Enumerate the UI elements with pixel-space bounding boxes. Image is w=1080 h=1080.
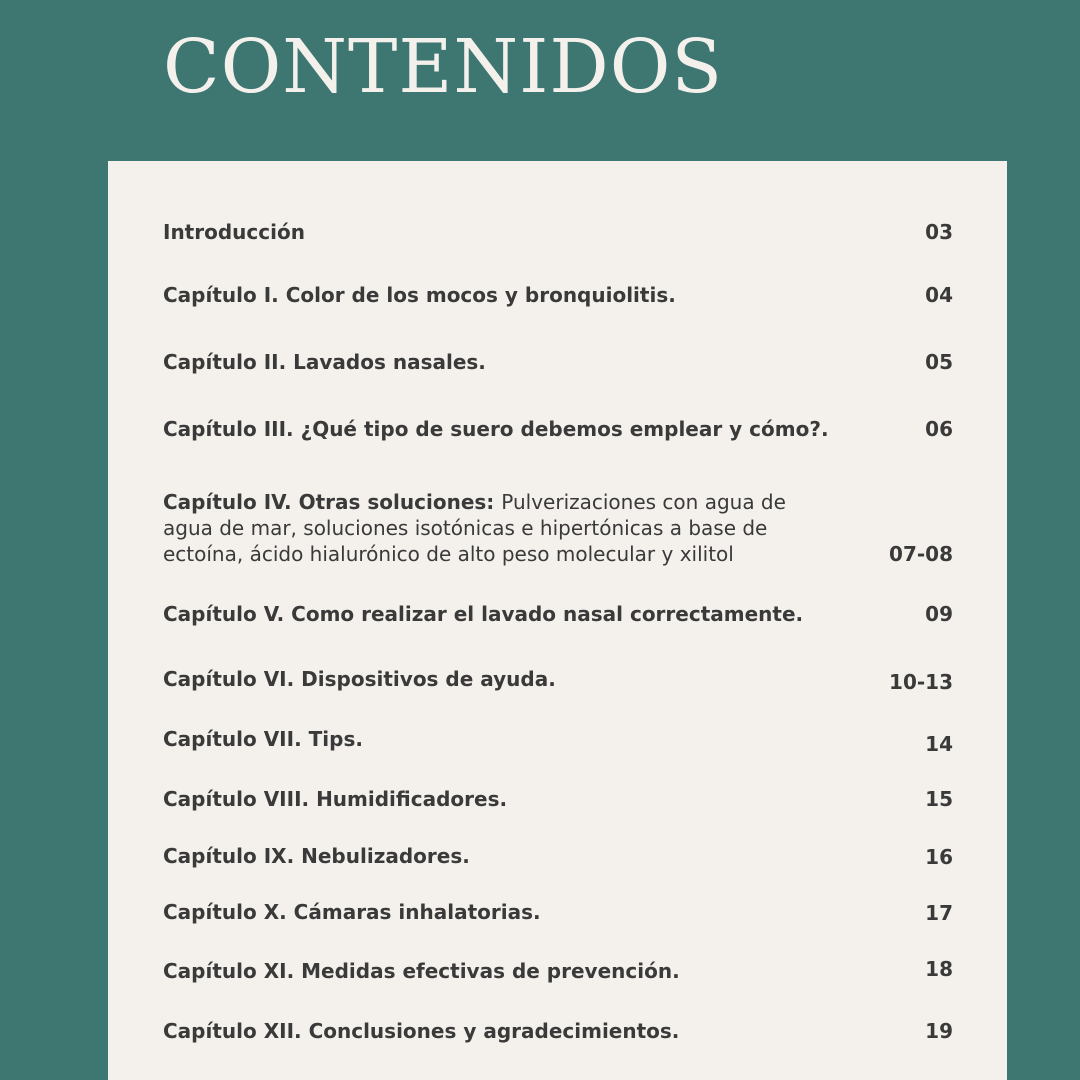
page-title: CONTENIDOS [163, 24, 724, 110]
toc-entry-label: Capítulo VIII. Humidificadores. [163, 787, 508, 811]
toc-entry-capitulo-6[interactable] [163, 666, 953, 692]
toc-entry-capitulo-12[interactable] [163, 1018, 953, 1044]
toc-entry-capitulo-9[interactable] [163, 843, 953, 869]
toc-entry-page: 06 [925, 417, 953, 441]
toc-entry-page: 17 [925, 901, 953, 925]
toc-entry-detail: Pulverizaciones con agua de agua de mar, soluciones isotónicas e hipertónicas a base de ectoína, ácido hialurónico de alto peso molecular y xilitol [163, 490, 786, 566]
toc-entry-page: 03 [925, 220, 953, 244]
toc-entry-page: 15 [925, 787, 953, 811]
contents-panel [108, 161, 1007, 1080]
toc-entry-capitulo-7[interactable] [163, 726, 953, 756]
toc-entry-label: Capítulo VII. Tips. [163, 727, 363, 751]
toc-entry-label: Capítulo V. Como realizar el lavado nasal correctamente. [163, 602, 804, 626]
toc-entry-capitulo-4[interactable] [163, 489, 953, 567]
toc-entry-capitulo-3[interactable] [163, 416, 953, 442]
toc-entry-page: 07-08 [889, 542, 953, 566]
toc-entry-capitulo-1[interactable] [163, 282, 953, 308]
toc-entry-page: 16 [925, 845, 953, 869]
toc-entry-label: Introducción [163, 220, 305, 244]
toc-entry-capitulo-11[interactable] [163, 958, 953, 984]
toc-entry-introduccion[interactable] [163, 219, 953, 245]
toc-entry-label: Capítulo VI. Dispositivos de ayuda. [163, 667, 556, 691]
toc-entry-label: Capítulo I. Color de los mocos y bronquiolitis. [163, 283, 676, 307]
toc-entry-page: 09 [925, 602, 953, 626]
toc-entry-capitulo-8[interactable] [163, 786, 953, 812]
toc-entry-label: Capítulo II. Lavados nasales. [163, 350, 486, 374]
toc-entry-capitulo-2[interactable] [163, 349, 953, 375]
toc-entry-page: 04 [925, 283, 953, 307]
toc-entry-page: 18 [925, 957, 953, 981]
toc-entry-page: 10-13 [889, 670, 953, 694]
toc-entry-capitulo-10[interactable] [163, 899, 953, 925]
toc-entry-page: 19 [925, 1019, 953, 1043]
toc-entry-label: Capítulo XII. Conclusiones y agradecimientos. [163, 1019, 680, 1043]
toc-entry-page: 14 [925, 732, 953, 756]
toc-entry-label: Capítulo III. ¿Qué tipo de suero debemos emplear y cómo?. [163, 417, 829, 441]
toc-entry-label-block [163, 489, 823, 567]
toc-entry-capitulo-5[interactable] [163, 601, 953, 627]
toc-entry-label: Capítulo XI. Medidas efectivas de prevención. [163, 959, 680, 983]
toc-entry-page: 05 [925, 350, 953, 374]
toc-entry-label: Capítulo IX. Nebulizadores. [163, 844, 470, 868]
toc-entry-label: Capítulo IV. Otras soluciones: [163, 490, 495, 514]
toc-entry-label: Capítulo X. Cámaras inhalatorias. [163, 900, 541, 924]
